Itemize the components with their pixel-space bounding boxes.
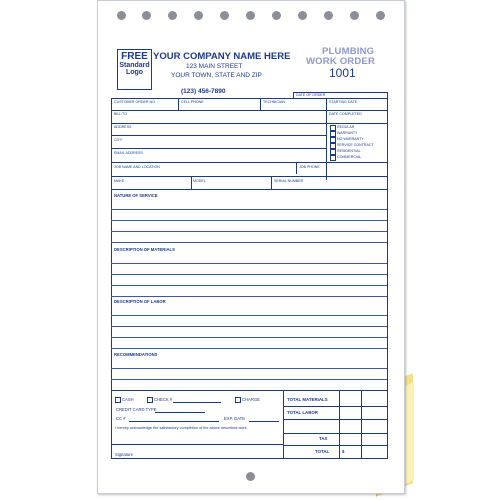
label-make: MAKE: [114, 179, 125, 183]
option-label: REGULAR: [337, 125, 355, 130]
punch-hole: [298, 11, 307, 20]
label-charge: CHARGE: [242, 397, 260, 402]
company-logo: [117, 49, 152, 90]
label-cell-phone: CELL PHONE: [181, 100, 204, 104]
ruled-line: [111, 379, 387, 380]
address-line-1: 123 MAIN STREET: [186, 63, 243, 70]
ruled-line: [111, 220, 387, 221]
label-credit-card-type: CREDIT CARD TYPE: [116, 407, 157, 412]
label-total: TOTAL: [315, 449, 330, 454]
ruled-line: [111, 315, 387, 316]
option-label: RESIDENTIAL: [337, 149, 361, 154]
label-total-materials: TOTAL MATERIALS: [287, 397, 328, 402]
form-number: 1001: [329, 66, 356, 80]
ruled-line: [111, 337, 387, 338]
section-description-of-materials: DESCRIPTION OF MATERIALS: [114, 247, 175, 252]
company-phone: (123) 456-7890: [181, 88, 226, 95]
logo-text-free: FREE: [121, 51, 148, 62]
section-description-of-labor: DESCRIPTION OF LABOR: [114, 299, 166, 304]
ruled-line: [111, 263, 387, 264]
option-checkbox[interactable]: [330, 155, 336, 161]
option-label: SERVICE CONTRACT: [337, 143, 374, 148]
form-grid: [111, 93, 387, 458]
address-line-2: YOUR TOWN, STATE AND ZIP: [171, 72, 262, 79]
punch-hole: [272, 11, 281, 20]
label-customer-order-no: CUSTOMER ORDER NO.: [114, 100, 156, 104]
logo-text-standard: Standard: [119, 62, 150, 69]
label-email-address: EMAIL ADDRESS: [114, 151, 143, 155]
option-label: NO WARRANTY: [337, 137, 364, 142]
punch-hole: [117, 11, 126, 20]
label-serial-number: SERIAL NUMBER: [274, 179, 304, 183]
label-tax: TAX: [319, 436, 328, 441]
section-nature-of-service: NATURE OF SERVICE: [114, 193, 158, 198]
label-job-phone: JOB PHONE: [299, 165, 320, 169]
label-currency: $: [342, 449, 345, 454]
ruled-line: [111, 348, 387, 349]
label-check: CHECK #: [154, 397, 173, 402]
label-cc: CC #: [116, 416, 126, 421]
label-address: ADDRESS: [114, 125, 132, 129]
punch-hole: [246, 11, 255, 20]
ruled-line: [111, 231, 387, 232]
option-label: WARRANTY: [337, 131, 358, 136]
punch-hole: [220, 11, 229, 20]
charge-checkbox[interactable]: [235, 397, 241, 403]
ruled-line: [111, 368, 387, 369]
punch-hole: [194, 11, 203, 20]
label-exp-date: EXP. DATE: [224, 416, 246, 421]
option-label: COMMERCIAL: [337, 155, 362, 160]
label-date-of-order: DATE OF ORDER: [296, 93, 326, 97]
ruled-line: [111, 285, 387, 286]
company-name: YOUR COMPANY NAME HERE: [153, 51, 291, 62]
form-title-line2: WORK ORDER: [306, 56, 376, 67]
punch-hole: [142, 11, 151, 20]
label-starting-date: STARTING DATE: [329, 100, 358, 104]
bottom-punch-hole: [246, 472, 255, 481]
ruled-line: [111, 209, 387, 210]
punch-hole: [350, 11, 359, 20]
label-job-name-location: JOB NAME AND LOCATION: [114, 165, 160, 169]
label-technician: TECHNICIAN: [263, 100, 285, 104]
cash-checkbox[interactable]: [115, 397, 121, 403]
label-model: MODEL: [193, 179, 206, 183]
ruled-line: [111, 326, 387, 327]
ruled-line: [111, 242, 387, 243]
punch-hole: [376, 11, 385, 20]
label-city: CITY: [114, 138, 123, 142]
section-recommendations: RECOMMENDATIONS: [114, 352, 158, 357]
logo-text-logo: Logo: [125, 69, 144, 76]
ruled-line: [111, 296, 387, 297]
label-signature: Signature: [115, 452, 133, 457]
label-bill-to: BILL TO: [114, 112, 128, 116]
label-date-completed: DATE COMPLETED: [329, 112, 362, 116]
ruled-line: [111, 274, 387, 275]
label-total-labor: TOTAL LABOR: [287, 410, 318, 415]
acknowledgement-text: I hereby acknowledge the satisfactory completion of the above described work.: [115, 426, 248, 430]
label-cash: CASH: [122, 397, 134, 402]
check-checkbox[interactable]: [147, 397, 153, 403]
form-title-line1: PLUMBING: [322, 46, 375, 57]
punch-hole: [168, 11, 177, 20]
punch-hole: [324, 11, 333, 20]
